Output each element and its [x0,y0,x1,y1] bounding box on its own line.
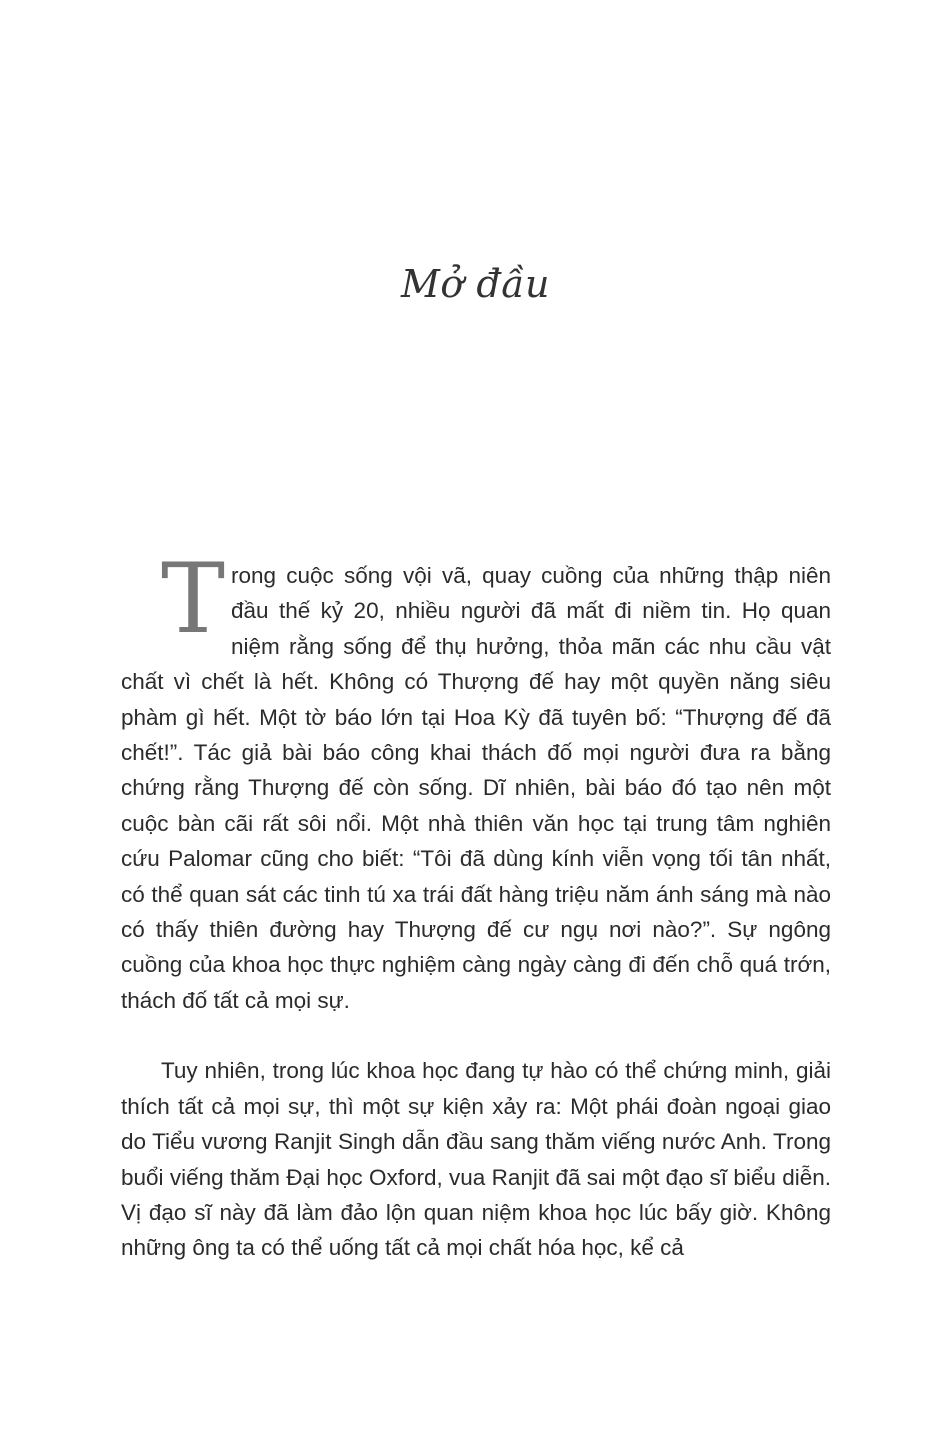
paragraph-1-text: rong cuộc sống vội vã, quay cuồng của những thập niên đầu thế kỷ 20, nhiều người đã mất đi niềm tin. Họ quan niệm rằng sống để thụ hưởng, thỏa mãn các nhu cầu vật chất vì chết là hết. Không có Thượng đế hay một quyền năng siêu phàm gì hết. Một tờ báo lớn tại Hoa Kỳ đã tuyên bố: “Thượng đế đã chết!”. Tác giả bài báo công khai thách đố mọi người đưa ra bằng chứng rằng Thượng đế còn sống. Dĩ nhiên, bài báo đó tạo nên một cuộc bàn cãi rất sôi nổi. Một nhà thiên văn học tại trung tâm nghiên cứu Palomar cũng cho biết: “Tôi đã dùng kính viễn vọng tối tân nhất, có thể quan sát các tinh tú xa trái đất hàng triệu năm ánh sáng mà nào có thấy thiên đường hay Thượng đế cư ngụ nơi nào?”. Sự ngông cuồng của khoa học thực nghiệm càng ngày càng đi đến chỗ quá trớn, thách đố tất cả mọi sự. [121,563,831,1013]
paragraph-1 [121,543,831,1018]
drop-cap: T [161,543,226,655]
chapter-body [121,543,831,1266]
chapter-title: Mở đầu [401,262,550,306]
paragraph-2: Tuy nhiên, trong lúc khoa học đang tự hào có thể chứng minh, giải thích tất cả mọi sự, thì một sự kiện xảy ra: Một phái đoàn ngoại giao do Tiểu vương Ranjit Singh dẫn đầu sang thăm viếng nước Anh. Trong buổi viếng thăm Đại học Oxford, vua Ranjit đã sai một đạo sĩ biểu diễn. Vị đạo sĩ này đã làm đảo lộn quan niệm khoa học lúc bấy giờ. Không những ông ta có thể uống tất cả mọi chất hóa học, kể cả [121,1058,831,1261]
